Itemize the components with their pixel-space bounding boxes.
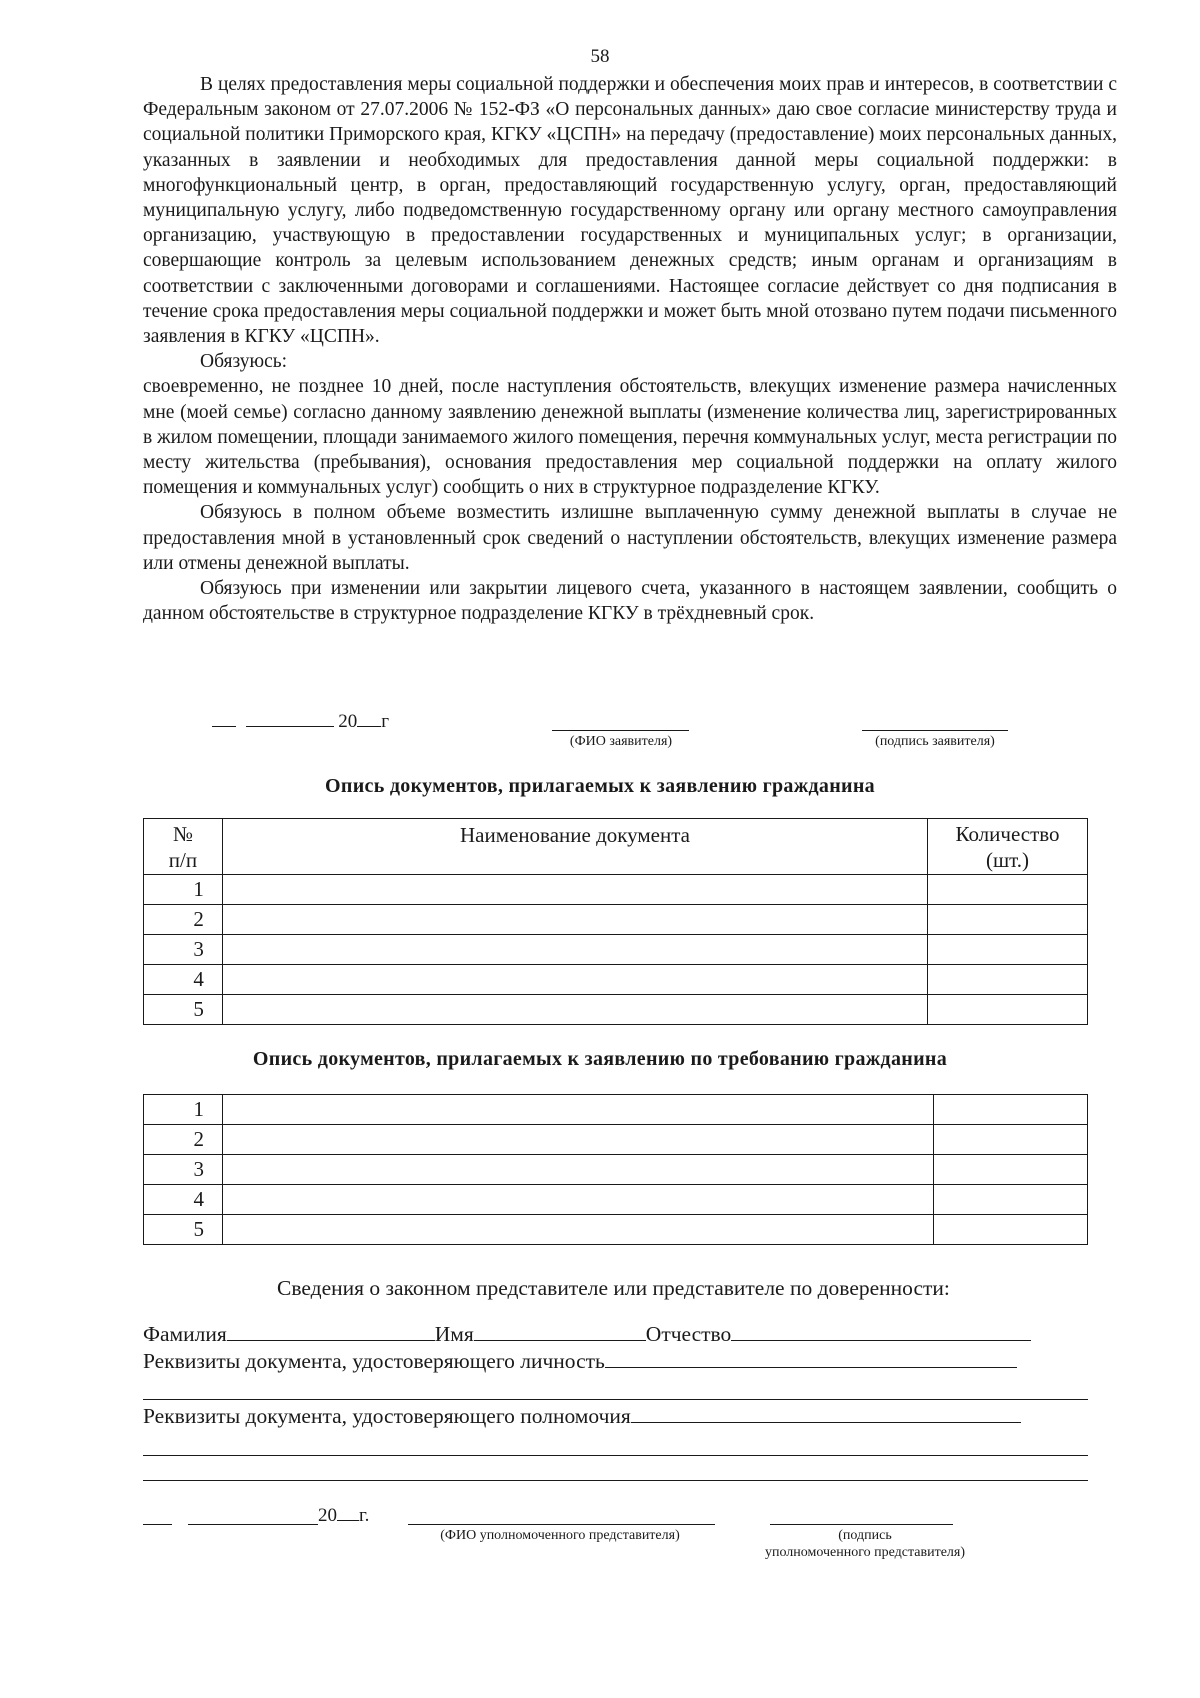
signature-line-2[interactable] — [770, 1524, 953, 1525]
representative-heading: Сведения о законном представителе или представителе по доверенности: — [277, 1276, 950, 1300]
id-doc-row — [143, 1349, 1017, 1374]
qty-cell[interactable] — [928, 995, 1088, 1025]
date-year-suffix: г. — [359, 1505, 370, 1526]
date-field-1[interactable] — [212, 708, 389, 733]
row-number: 2 — [144, 905, 223, 935]
authority-doc-field[interactable] — [631, 1404, 1021, 1423]
row-number: 3 — [144, 1155, 223, 1185]
qty-cell[interactable] — [934, 1155, 1088, 1185]
authority-doc-label: Реквизиты документа, удостоверяющего полномочия — [143, 1404, 631, 1428]
signature-caption-2-line1: (подпись — [838, 1528, 892, 1543]
table-row — [144, 965, 1088, 995]
qty-cell[interactable] — [934, 1125, 1088, 1155]
table2-title: Опись документов, прилагаемых к заявлению по требованию гражданина — [252, 1048, 948, 1070]
qty-cell[interactable] — [928, 965, 1088, 995]
consent-paragraph: В целях предоставления меры социальной поддержки и обеспечения моих прав и интересов, в соответствии с Федеральным законом от 27.07.2006 № 152-ФЗ «О персональных данных» даю свое согласие министерству труда и социальной политики Приморского края, КГКУ «ЦСПН» на передачу (предоставление) моих персональных данных, указанных в заявлении и необходимых для предоставления данной меры социальной поддержки: в многофункциональный центр, в орган, предоставляющий государственную услугу, орган, предоставляющий муниципальную услугу, либо подведомственную государственному органу или органу местного самоуправления организацию, участвующую в предоставлении государственных и муниципальных услуг; в организации, совершающие контроль за целевым использованием денежных средств; иным органам и организациям в соответствии с заключенными договорами и соглашениями. Настоящее согласие действует со дня подписания в течение срока предоставления меры социальной поддержки и может быть мной отозвано путем подачи письменного заявления в КГКУ «ЦСПН». — [143, 74, 1117, 348]
obligation-paragraph-3: Обязуюсь при изменении или закрытии лицевого счета, указанного в настоящем заявлении, сообщить о данном обстоятельстве в структурное подразделение КГКУ в трёхдневный срок. — [143, 578, 1117, 625]
signature-line-1[interactable] — [862, 730, 1008, 731]
obligation-paragraph-1: своевременно, не позднее 10 дней, после наступления обстоятельств, влекущих изменение размера начисленных мне (моей семье) согласно данному заявлению денежной выплаты (изменение количества лиц, зарегистрированных в жилом помещении, площади занимаемого жилого помещения, перечня коммунальных услуг, места регистрации по месту жительства (пребывания), основания предоставления мер социальной поддержки на оплату жилого помещения и коммунальных услуг) сообщить о них в структурное подразделение КГКУ. — [143, 376, 1117, 499]
id-doc-label: Реквизиты документа, удостоверяющего личность — [143, 1349, 605, 1373]
row-number: 4 — [144, 965, 223, 995]
doc-name-cell[interactable] — [222, 995, 927, 1025]
table-row — [144, 1095, 1088, 1125]
id-doc-extra-line[interactable] — [143, 1399, 1088, 1400]
name-fields-row — [143, 1322, 1031, 1347]
doc-name-cell[interactable] — [222, 875, 927, 905]
doc-name-cell[interactable] — [222, 965, 927, 995]
header-name: Наименование документа — [222, 819, 927, 875]
date-year-prefix: 20 — [338, 711, 358, 732]
surname-field[interactable] — [227, 1322, 435, 1341]
consent-text — [143, 72, 1117, 626]
row-number: 3 — [144, 935, 223, 965]
name-label: Имя — [434, 1322, 474, 1346]
qty-cell[interactable] — [928, 875, 1088, 905]
qty-cell[interactable] — [928, 905, 1088, 935]
table-header-row — [144, 819, 1088, 875]
doc-name-cell[interactable] — [222, 1185, 933, 1215]
authority-doc-extra-line-1[interactable] — [143, 1455, 1088, 1456]
table-row — [144, 1155, 1088, 1185]
qty-cell[interactable] — [934, 1185, 1088, 1215]
patronymic-field[interactable] — [731, 1322, 1031, 1341]
doc-name-cell[interactable] — [222, 1215, 933, 1245]
month-line-2[interactable] — [188, 1524, 318, 1525]
qty-cell[interactable] — [934, 1215, 1088, 1245]
table-row — [144, 1215, 1088, 1245]
header-num: № п/п — [144, 819, 223, 875]
obligation-paragraph-2: Обязуюсь в полном объеме возместить излишне выплаченную сумму денежной выплаты в случае не предоставления мной в установленный срок сведений о наступлении обстоятельств, влекущих изменение размера или отмены денежной выплаты. — [143, 502, 1117, 574]
date-year-prefix: 20 — [318, 1505, 337, 1526]
signature-caption-2-line2: уполномоченного представителя) — [764, 1545, 966, 1560]
fio-caption-1: (ФИО заявителя) — [569, 734, 673, 749]
date-year-suffix: г — [381, 711, 390, 732]
header-qty: Количество (шт.) — [928, 819, 1088, 875]
row-number: 5 — [144, 1215, 223, 1245]
row-number: 5 — [144, 995, 223, 1025]
year-field[interactable] — [337, 1502, 359, 1521]
table-row — [144, 995, 1088, 1025]
row-number: 2 — [144, 1125, 223, 1155]
name-field[interactable] — [474, 1322, 646, 1341]
doc-name-cell[interactable] — [222, 1095, 933, 1125]
date-field-2 — [318, 1502, 369, 1527]
doc-name-cell[interactable] — [222, 935, 927, 965]
fio-line-2[interactable] — [408, 1524, 715, 1525]
surname-label: Фамилия — [143, 1322, 227, 1346]
obligation-heading: Обязуюсь: — [200, 351, 288, 373]
doc-name-cell[interactable] — [222, 905, 927, 935]
patronymic-label: Отчество — [645, 1322, 732, 1346]
table-row — [144, 935, 1088, 965]
row-number: 1 — [144, 1095, 223, 1125]
row-number: 4 — [144, 1185, 223, 1215]
documents-table — [143, 818, 1088, 1025]
table-row — [144, 1185, 1088, 1215]
table-row — [144, 905, 1088, 935]
fio-line-1[interactable] — [552, 730, 689, 731]
table-row — [144, 1125, 1088, 1155]
signature-caption-1: (подпись заявителя) — [875, 734, 995, 749]
requested-documents-table — [143, 1094, 1088, 1245]
doc-name-cell[interactable] — [222, 1125, 933, 1155]
doc-name-cell[interactable] — [222, 1155, 933, 1185]
authority-doc-row — [143, 1404, 1021, 1429]
id-doc-field[interactable] — [605, 1349, 1017, 1368]
page-number: 58 — [590, 46, 610, 67]
qty-cell[interactable] — [928, 935, 1088, 965]
row-number: 1 — [144, 875, 223, 905]
qty-cell[interactable] — [934, 1095, 1088, 1125]
table-row — [144, 875, 1088, 905]
table1-title: Опись документов, прилагаемых к заявлению гражданина — [325, 775, 875, 797]
day-line-2[interactable] — [143, 1524, 172, 1525]
authority-doc-extra-line-2[interactable] — [143, 1480, 1088, 1481]
fio-caption-2: (ФИО уполномоченного представителя) — [440, 1528, 680, 1543]
